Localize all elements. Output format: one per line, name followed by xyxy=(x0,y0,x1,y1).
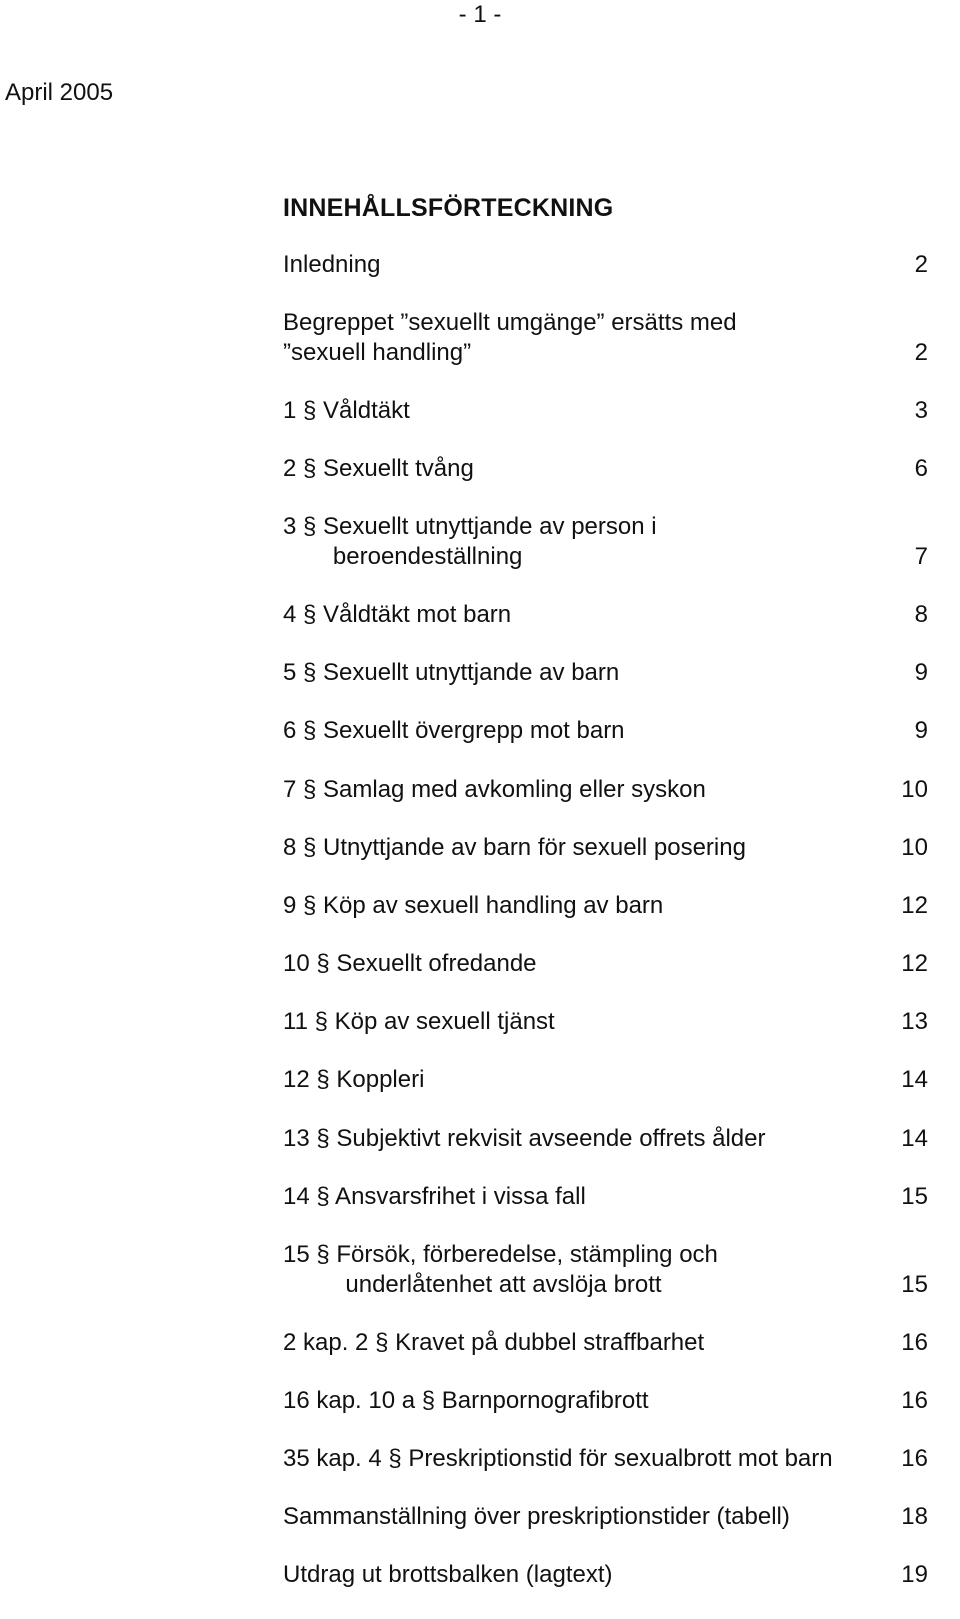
toc-entry-title-continuation: underlåtenhet att avslöja brott xyxy=(345,1270,662,1298)
toc-entry-title-continuation: ”sexuell handling” xyxy=(283,338,472,366)
toc-entry xyxy=(283,716,928,746)
toc-entry-page-number: 10 xyxy=(901,833,928,861)
toc-entry-title-line: Utdrag ut brottsbalken (lagtext) xyxy=(283,1561,613,1589)
toc-entry-page-number: 16 xyxy=(901,1445,928,1473)
toc-entry-title-line: 12 § Koppleri xyxy=(283,1066,425,1094)
toc-entry-title xyxy=(283,308,888,367)
toc-entry-title-line: 13 § Subjektivt rekvisit avseende offrets ålder xyxy=(283,1124,766,1152)
toc-entry-page-number: 15 xyxy=(901,1270,928,1298)
toc-entry-title-line: 2 kap. 2 § Kravet på dubbel straffbarhet xyxy=(283,1328,705,1356)
toc-entry-page-number: 9 xyxy=(914,659,928,687)
toc-entry-title-line: Begreppet ”sexuellt umgänge” ersätts med xyxy=(283,309,737,337)
toc-entry-title-line: Sammanställning över preskriptionstider (tabell) xyxy=(283,1503,790,1531)
toc-entry-page-number: 16 xyxy=(901,1328,928,1356)
toc-entry xyxy=(283,308,928,367)
toc-entry-page-number: 9 xyxy=(914,717,928,745)
toc-entry-page-number: 18 xyxy=(901,1503,928,1531)
toc-entry-title xyxy=(283,949,888,979)
toc-entry xyxy=(283,833,928,863)
toc-entry-title-continuation: beroendeställning xyxy=(332,542,523,570)
toc-entry-title-line: 3 § Sexuellt utnyttjande av person i xyxy=(283,513,657,541)
toc-entry-title xyxy=(283,1328,888,1358)
toc-entry xyxy=(283,1444,928,1474)
toc-entry-title-line: 5 § Sexuellt utnyttjande av barn xyxy=(283,659,620,687)
toc-entry-page-number: 8 xyxy=(914,600,928,628)
toc-entry-title xyxy=(283,1560,888,1590)
toc-entry xyxy=(283,396,928,426)
toc-entry xyxy=(283,1124,928,1154)
toc-entry-page-number: 6 xyxy=(914,455,928,483)
toc-entry-page-number: 3 xyxy=(914,396,928,424)
toc-entry xyxy=(283,1065,928,1095)
toc-entry xyxy=(283,775,928,805)
toc-entry xyxy=(283,454,928,484)
toc-entry xyxy=(283,1328,928,1358)
toc-entry-title xyxy=(283,891,888,921)
toc-entry xyxy=(283,1182,928,1212)
toc-entry-title xyxy=(283,1240,888,1299)
toc-entry-title xyxy=(283,1444,888,1474)
toc-entry xyxy=(283,949,928,979)
toc-title: INNEHÅLLSFÖRTECKNING xyxy=(283,194,614,222)
toc-entry-page-number: 14 xyxy=(901,1124,928,1152)
toc-entry-title-line: 35 kap. 4 § Preskriptionstid för sexualbrott mot barn xyxy=(283,1445,833,1473)
toc-entry-title xyxy=(283,833,888,863)
toc-entry xyxy=(283,1007,928,1037)
toc-entry xyxy=(283,512,928,571)
toc-entry-title xyxy=(283,250,888,280)
toc-entry-page-number: 7 xyxy=(914,542,928,570)
toc-entry-title-line: 9 § Köp av sexuell handling av barn xyxy=(283,891,664,919)
toc-entry-title-line: 6 § Sexuellt övergrepp mot barn xyxy=(283,717,625,745)
toc-entry xyxy=(283,600,928,630)
toc-entry-title xyxy=(283,1065,888,1095)
toc-entry-page-number: 10 xyxy=(901,775,928,803)
toc-entry-title-line: 7 § Samlag med avkomling eller syskon xyxy=(283,775,706,803)
toc-entry xyxy=(283,1240,928,1299)
toc-entry-title xyxy=(283,1502,888,1532)
toc-entry-title-line: 10 § Sexuellt ofredande xyxy=(283,950,537,978)
toc-entry-page-number: 16 xyxy=(901,1386,928,1414)
toc-entry-title xyxy=(283,658,888,688)
toc-entry xyxy=(283,658,928,688)
toc-entry-title xyxy=(283,396,888,426)
toc-entry-page-number: 2 xyxy=(914,338,928,366)
toc-entry-title-line: 8 § Utnyttjande av barn för sexuell posering xyxy=(283,833,746,861)
toc-entry-title-line: 4 § Våldtäkt mot barn xyxy=(283,600,512,628)
toc-entry-page-number: 15 xyxy=(901,1182,928,1210)
toc-entry-page-number: 19 xyxy=(901,1561,928,1589)
toc-entry-title xyxy=(283,512,888,571)
toc-entry-page-number: 14 xyxy=(901,1066,928,1094)
toc-entry-title xyxy=(283,1007,888,1037)
toc-entry-page-number: 2 xyxy=(914,251,928,278)
toc-entry xyxy=(283,891,928,921)
toc-entry-page-number: 13 xyxy=(901,1008,928,1036)
toc-entry-title xyxy=(283,1124,888,1154)
toc-entry-title xyxy=(283,454,888,484)
page-number: - 1 - xyxy=(458,1,502,28)
toc-entry-title-line: 15 § Försök, förberedelse, stämpling och xyxy=(283,1241,718,1268)
toc-entry-page-number: 12 xyxy=(901,950,928,978)
toc-entry-title-line: 11 § Köp av sexuell tjänst xyxy=(283,1008,555,1036)
toc-entry-title-line: 2 § Sexuellt tvång xyxy=(283,455,474,483)
toc-entry xyxy=(283,250,928,280)
toc-entry-title xyxy=(283,1386,888,1416)
toc-entry xyxy=(283,1560,928,1590)
toc-entry-title-line: 1 § Våldtäkt xyxy=(283,396,410,424)
toc-entry-title xyxy=(283,600,888,630)
toc-entry-title-line: 16 kap. 10 a § Barnpornografibrott xyxy=(283,1386,649,1414)
toc-entry-title-line: 14 § Ansvarsfrihet i vissa fall xyxy=(283,1182,586,1210)
toc-entry-title xyxy=(283,716,888,746)
toc-entry-page-number: 12 xyxy=(901,891,928,919)
table-of-contents xyxy=(283,250,928,1619)
toc-entry-title xyxy=(283,775,888,805)
toc-entry xyxy=(283,1502,928,1532)
document-date: April 2005 xyxy=(5,79,114,106)
toc-entry-title xyxy=(283,1182,888,1212)
toc-entry-title-line: Inledning xyxy=(283,251,381,278)
toc-entry xyxy=(283,1386,928,1416)
